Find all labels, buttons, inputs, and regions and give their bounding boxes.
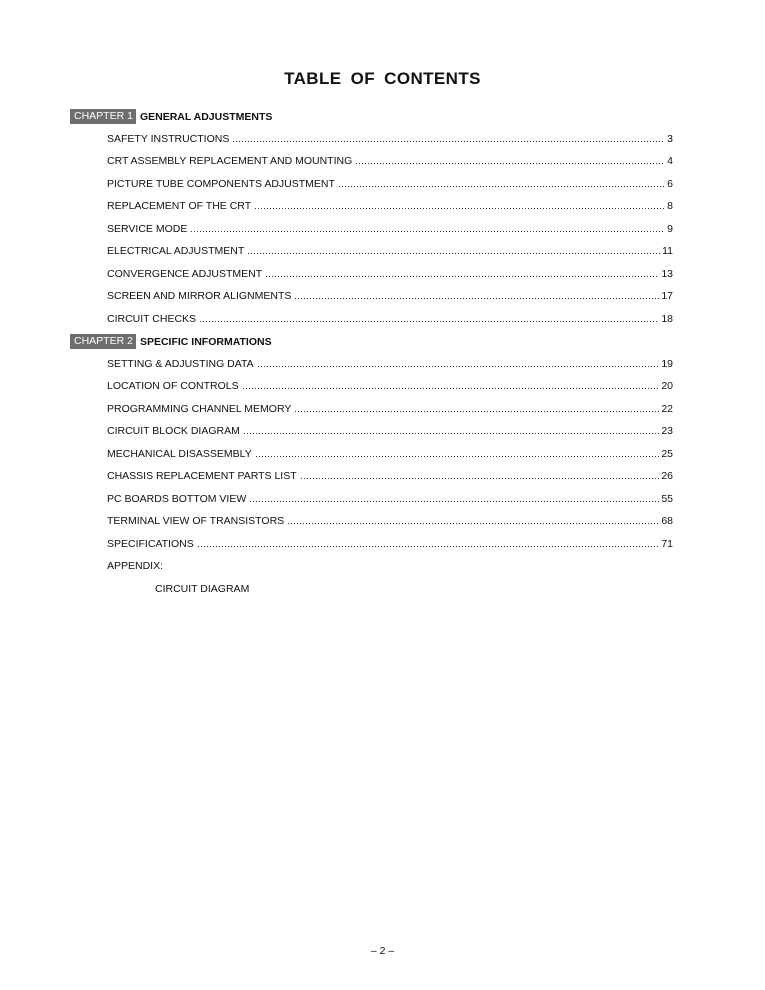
toc-entry-page: 8 (667, 200, 673, 212)
dot-leader (294, 403, 659, 413)
toc-entry-page: 68 (661, 515, 673, 527)
toc-entry-page: 71 (661, 538, 673, 550)
toc-entry-page: 13 (661, 268, 673, 280)
toc-entry[interactable] (107, 514, 673, 528)
toc-entry[interactable] (107, 492, 673, 506)
dot-leader (247, 245, 660, 255)
toc-entry-page: 26 (661, 470, 673, 482)
dot-leader (300, 470, 660, 480)
toc-entry-title: SERVICE MODE (107, 223, 188, 235)
toc-entry-page: 55 (661, 493, 673, 505)
toc-entry[interactable] (107, 379, 673, 393)
toc-entry-page: 18 (661, 313, 673, 325)
toc-entry[interactable] (107, 222, 673, 236)
dot-leader (197, 538, 660, 548)
toc-entry-page: 23 (661, 425, 673, 437)
toc-entry-title: MECHANICAL DISASSEMBLY (107, 448, 252, 460)
toc-entry-page: 17 (661, 290, 673, 302)
page-number: – 2 – (370, 945, 395, 957)
dot-leader (287, 515, 659, 525)
dot-leader (249, 493, 659, 503)
toc-entry[interactable] (107, 244, 673, 258)
page-title: TABLE OF CONTENTS (284, 69, 481, 88)
dot-leader (243, 425, 659, 435)
toc-entry[interactable] (107, 402, 673, 416)
toc-entry-title: PICTURE TUBE COMPONENTS ADJUSTMENT (107, 178, 335, 190)
chapter-2-heading (70, 334, 272, 349)
appendix-label: APPENDIX: (107, 560, 164, 572)
toc-entry[interactable] (107, 199, 673, 213)
chapter-title: SPECIFIC INFORMATIONS (139, 335, 272, 348)
chapter-1-heading (70, 109, 272, 124)
toc-entry-title: CIRCUIT BLOCK DIAGRAM (107, 425, 240, 437)
chapter-title: GENERAL ADJUSTMENTS (139, 110, 273, 123)
toc-entry-page: 3 (667, 133, 673, 145)
appendix-item[interactable]: CIRCUIT DIAGRAM (155, 583, 250, 595)
toc-entry[interactable] (107, 177, 673, 191)
toc-entry[interactable] (107, 289, 673, 303)
dot-leader (257, 358, 660, 368)
dot-leader (255, 448, 660, 458)
toc-entry-title: SETTING & ADJUSTING DATA (107, 358, 254, 370)
toc-entry-page: 20 (661, 380, 673, 392)
dot-leader (242, 380, 660, 390)
toc-entry-title: PROGRAMMING CHANNEL MEMORY (107, 403, 292, 415)
toc-entry-page: 22 (661, 403, 673, 415)
chapter-badge: CHAPTER 1 (70, 109, 136, 124)
toc-entry[interactable] (107, 447, 673, 461)
dot-leader (355, 155, 665, 165)
dot-leader (232, 133, 665, 143)
dot-leader (338, 178, 665, 188)
toc-entry-title: PC BOARDS BOTTOM VIEW (107, 493, 247, 505)
dot-leader (294, 290, 659, 300)
toc-entry-page: 11 (662, 245, 673, 257)
toc-entry[interactable] (107, 469, 673, 483)
dot-leader (265, 268, 659, 278)
toc-entry-page: 4 (667, 155, 673, 167)
toc-entry-title: ELECTRICAL ADJUSTMENT (107, 245, 245, 257)
toc-entry[interactable] (107, 424, 673, 438)
toc-entry-title: LOCATION OF CONTROLS (107, 380, 239, 392)
toc-entry-page: 6 (667, 178, 673, 190)
dot-leader (254, 200, 665, 210)
toc-entry[interactable] (107, 537, 673, 551)
toc-entry-title: SPECIFICATIONS (107, 538, 194, 550)
toc-entry-title: CRT ASSEMBLY REPLACEMENT AND MOUNTING (107, 155, 353, 167)
toc-entry-page: 19 (661, 358, 673, 370)
toc-entry[interactable] (107, 132, 673, 146)
toc-entry-title: SCREEN AND MIRROR ALIGNMENTS (107, 290, 292, 302)
dot-leader (199, 313, 659, 323)
toc-entry-title: REPLACEMENT OF THE CRT (107, 200, 252, 212)
toc-entry-page: 9 (667, 223, 673, 235)
toc-entry-title: TERMINAL VIEW OF TRANSISTORS (107, 515, 285, 527)
toc-entry-title: CIRCUIT CHECKS (107, 313, 197, 325)
toc-entry[interactable] (107, 357, 673, 371)
dot-leader (190, 223, 665, 233)
toc-entry-title: SAFETY INSTRUCTIONS (107, 133, 230, 145)
toc-entry[interactable] (107, 154, 673, 168)
toc-entry[interactable] (107, 312, 673, 326)
chapter-badge: CHAPTER 2 (70, 334, 136, 349)
toc-entry[interactable] (107, 267, 673, 281)
toc-entry-title: CHASSIS REPLACEMENT PARTS LIST (107, 470, 297, 482)
toc-entry-title: CONVERGENCE ADJUSTMENT (107, 268, 263, 280)
toc-entry-page: 25 (661, 448, 673, 460)
